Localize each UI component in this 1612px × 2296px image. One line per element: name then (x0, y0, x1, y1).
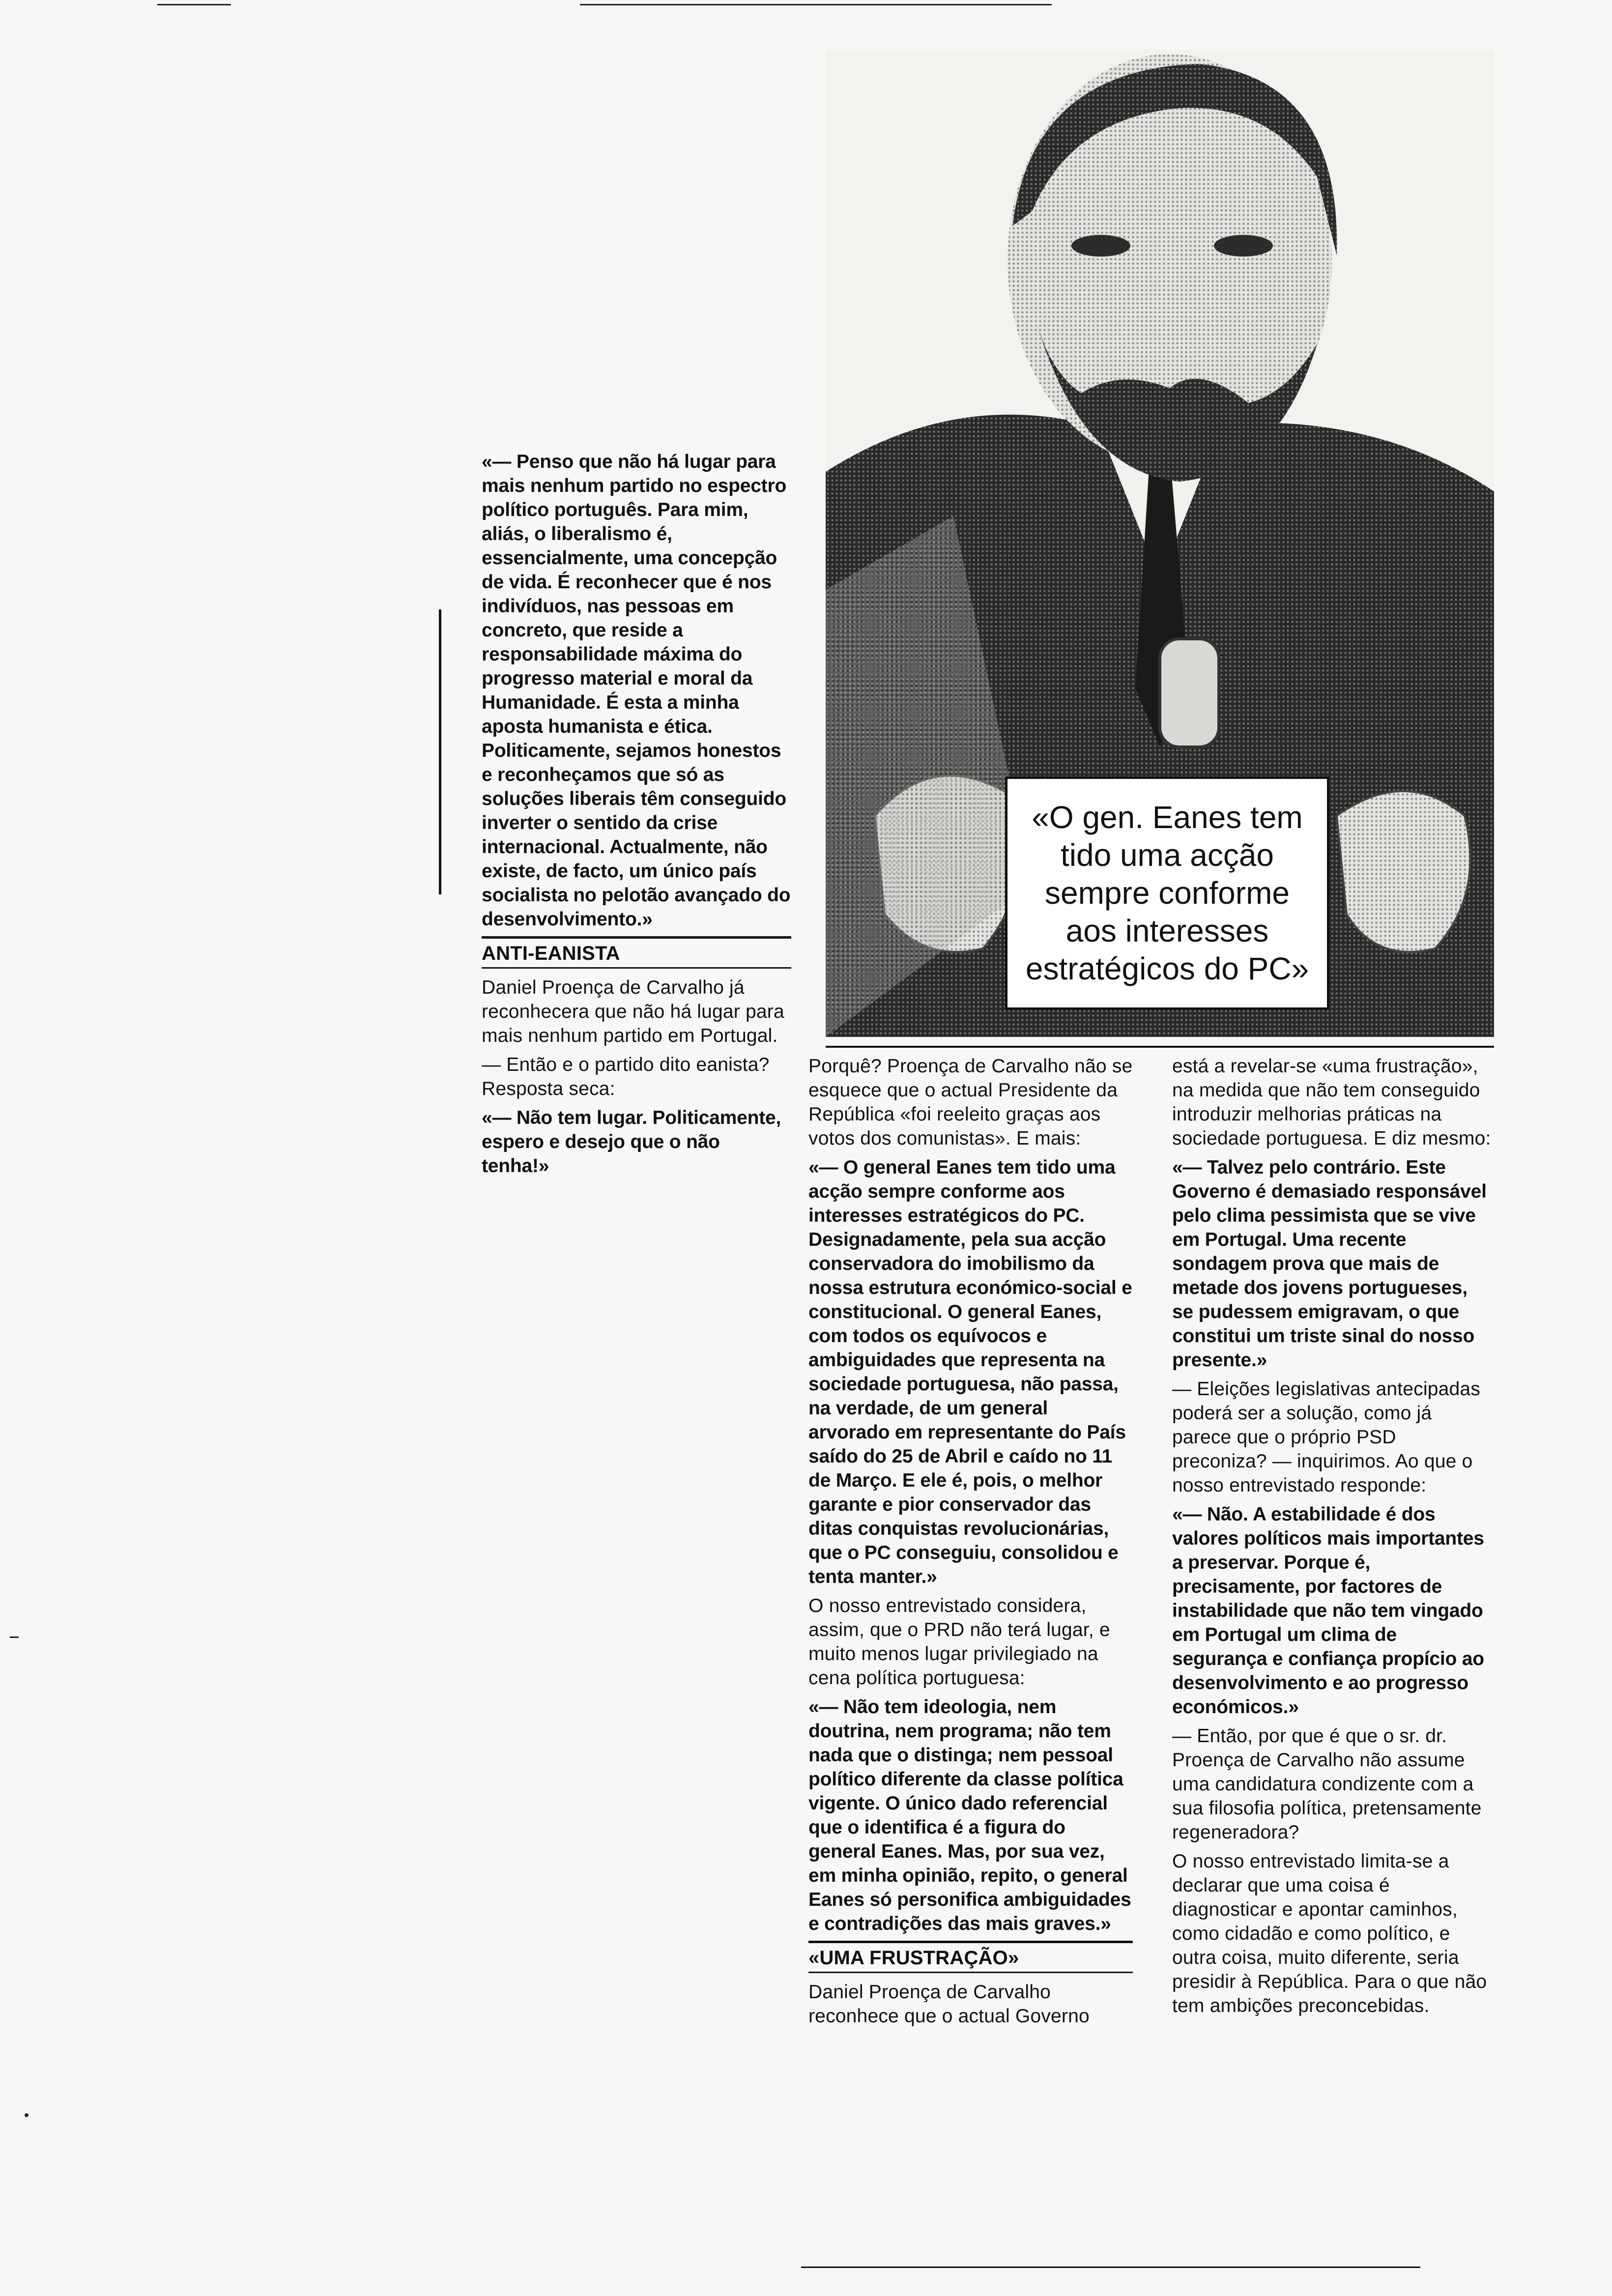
middle-quote2: «— Não tem ideologia, nem doutrina, nem programa; não tem nada que o distinga; nem pessoal político diferente da classe política vigente. O único dado referencial que o identifica é a figura do general Eanes. Mas, por sua vez, em minha opinião, repito, o general Eanes só personifica ambiguidades e contradições das mais graves.» (808, 1696, 1131, 1934)
middle-quote1: «— O general Eanes tem tido uma acção sempre conforme aos interesses estratégicos do PC. Designadamente, pela sua acção conservadora do imobilismo da nossa estrutura económico-social e constitucional. O general Eanes, com todos os equívocos e ambiguidades que representa na sociedade portuguesa, não passa, na verdade, de um general arvorado em representante do País saído do 25 de Abril e caído no 11 de Março. E ele é, pois, o melhor garante e pior conservador das ditas conquistas revolucionárias, que o PC conseguiu, consolidou e tenta manter.» (808, 1157, 1132, 1587)
photo-bottom-rule (826, 1046, 1494, 1048)
anti-eanista-quote: «— Não tem lugar. Politicamente, espero e desejo que o não tenha!» (482, 1107, 781, 1177)
bottom-rule (801, 2267, 1420, 2268)
right-quote1: «— Talvez pelo contrário. Este Governo é demasiado responsável pelo clima pessimista que se vive em Portugal. Uma recente sondagem prova que mais de metade dos jovens portugueses, se pudessem emigravam, o que constitui um triste sinal do nosso presente.» (1172, 1157, 1487, 1371)
scan-speck (25, 2113, 29, 2117)
scan-speck (10, 1636, 19, 1638)
right-p1: está a revelar-se «uma frustração», na medida que não tem conseguido introduzir melhorias práticas na sociedade portuguesa. E diz mesmo: (1172, 1056, 1491, 1149)
top-rule-right (580, 4, 1052, 5)
intro-quote: «— Penso que não há lugar para mais nenhum partido no espectro político português. Para mim, aliás, o liberalismo é, essencialmente, uma concepção de vida. É reconhecer que é nos indivíduos, nas pessoas em concreto, que reside a responsabilidade máxima do progresso material e moral da Humanidade. É esta a minha aposta humanista e ética. Politicamente, sejamos honestos e reconheçamos que só as soluções liberais têm conseguido inverter o sentido da crise internacional. Actualmente, não existe, de facto, um único país socialista no pelotão avançado do desenvolvimento.» (482, 451, 791, 930)
top-rule-left (157, 4, 231, 5)
photo-caption: «O gen. Eanes tem tido uma acção sempre conforme aos interesses estratégicos do PC» (1025, 800, 1309, 986)
middle-p3: Daniel Proença de Carvalho reconhece que o actual Governo (808, 1981, 1090, 2027)
middle-p1: Porquê? Proença de Carvalho não se esquece que o actual Presidente da República «foi reeleito graças aos votos dos comunistas». E mais: (808, 1056, 1133, 1149)
left-column (482, 450, 791, 1183)
photo-caption-box (1005, 776, 1329, 1010)
right-p4: O nosso entrevistado limita-se a declarar que uma coisa é diagnosticar e apontar caminhos, como cidadão e como político, e outra coisa, muito diferente, seria presidir à República. Para o que não tem ambições preconcebidas. (1172, 1851, 1487, 2016)
anti-eanista-p2: — Então e o partido dito eanista? Resposta seca: (482, 1054, 770, 1099)
right-p3: — Então, por que é que o sr. dr. Proença de Carvalho não assume uma candidatura condizente com a sua filosofia política, pretensamente regeneradora? (1172, 1725, 1482, 1843)
middle-p2: O nosso entrevistado considera, assim, que o PRD não terá lugar, e muito menos lugar privilegiado na cena política portuguesa: (808, 1595, 1110, 1689)
middle-column (808, 1054, 1133, 2033)
heading-uma-frustracao: «UMA FRUSTRAÇÃO» (808, 1941, 1133, 1973)
scan-margin-line (439, 609, 441, 894)
right-column (1172, 1054, 1492, 2023)
anti-eanista-p1: Daniel Proença de Carvalho já reconhecera que não há lugar para mais nenhum partido em Portugal. (482, 977, 784, 1046)
right-p2: — Eleições legislativas antecipadas poderá ser a solução, como já parece que o próprio PSD preconiza? — inquirimos. Ao que o nosso entrevistado responde: (1172, 1378, 1481, 1496)
heading-anti-eanista: ANTI-EANISTA (482, 936, 791, 969)
right-quote2: «— Não. A estabilidade é dos valores políticos mais importantes a preservar. Porque é, precisamente, por factores de instabilidade que não tem vingado em Portugal um clima de segurança e confiança propício ao desenvolvimento e ao progresso económicos.» (1172, 1504, 1484, 1718)
